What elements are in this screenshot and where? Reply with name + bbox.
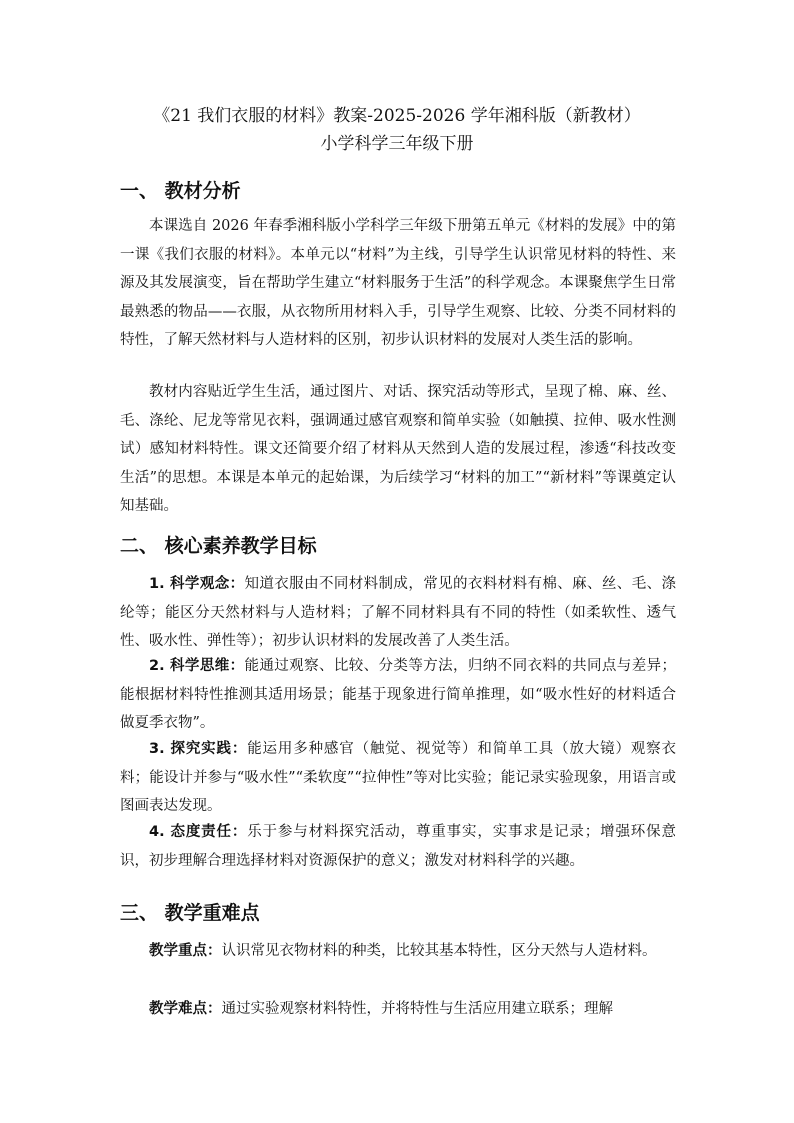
difficulty-item (120, 995, 676, 1024)
objective-text: 知道衣服由不同材料制成，常见的衣料材料有棉、麻、丝、毛、涤纶等；能区分天然材料与人造材料；了解不同材料具有不同的特性（如柔软性、透气性、吸水性、弹性等）；初步认识材料的发展改善了人类生活。 (120, 576, 676, 649)
objective-item (120, 818, 676, 875)
key-point-item (120, 937, 676, 966)
analysis-paragraph-1: 本课选自 2026 年春季湘科版小学科学三年级下册第五单元《材料的发展》中的第一课《我们衣服的材料》。本单元以“材料”为主线，引导学生认识常见材料的特性、来源及其发展演变，旨在帮助学生建立“材料服务于生活”的科学观念。本课聚焦学生日常最熟悉的物品——衣服，从衣物所用材料入手，引导学生观察、比较、分类不同材料的特性，了解天然材料与人造材料的区别，初步认识材料的发展对人类生活的影响。 (120, 218, 676, 348)
analysis-paragraph-2: 教材内容贴近学生生活，通过图片、对话、探究活动等形式，呈现了棉、麻、丝、毛、涤纶、尼龙等常见衣料，强调通过感官观察和简单实验（如触摸、拉伸、吸水性测试）感知材料特性。课文还简要介绍了材料从天然到人造的发展过程，渗透“科技改变生活”的思想。本课是本单元的起始课，为后续学习“材料的加工”“新材料”等课奠定认知基础。 (120, 384, 676, 514)
difficulty-text: 通过实验观察材料特性，并将特性与生活应用建立联系；理解 (221, 1001, 613, 1017)
objective-text: 能运用多种感官（触觉、视觉等）和简单工具（放大镜）观察衣料；能设计并参与“吸水性”“柔软度”“拉伸性”等对比实验；能记录实验现象，用语言或图画表达发现。 (120, 741, 676, 814)
objective-item (120, 735, 676, 821)
doc-title-line-2: 小学科学三年级下册 (320, 134, 474, 154)
section-heading-objectives: 二、 核心素养教学目标 (120, 535, 317, 557)
objective-label: 1. 科学观念： (149, 576, 245, 592)
objective-label: 3. 探究实践： (149, 741, 248, 757)
objective-label: 2. 科学思维： (149, 658, 245, 674)
section-heading-key-points: 三、 教学重难点 (120, 902, 260, 924)
key-point-label: 教学重点： (149, 943, 222, 959)
key-point-text: 认识常见衣物材料的种类，比较其基本特性，区分天然与人造材料。 (221, 943, 657, 959)
objective-text: 能通过观察、比较、分类等方法，归纳不同衣料的共同点与差异；能根据材料特性推测其适用场景；能基于现象进行简单推理，如“吸水性好的材料适合做夏季衣物”。 (120, 658, 676, 731)
section-heading-analysis: 一、 教材分析 (120, 180, 241, 202)
difficulty-label: 教学难点： (149, 1001, 222, 1017)
objective-item (120, 570, 676, 656)
doc-title-line-1: 《21 我们衣服的材料》教案-2025-2026 学年湘科版（新教材） (153, 106, 641, 126)
objective-item (120, 652, 676, 738)
objective-text: 乐于参与材料探究活动，尊重事实，实事求是记录；增强环保意识，初步理解合理选择材料对资源保护的意义；激发对材料科学的兴趣。 (120, 824, 676, 869)
objective-label: 4. 态度责任： (149, 824, 248, 840)
